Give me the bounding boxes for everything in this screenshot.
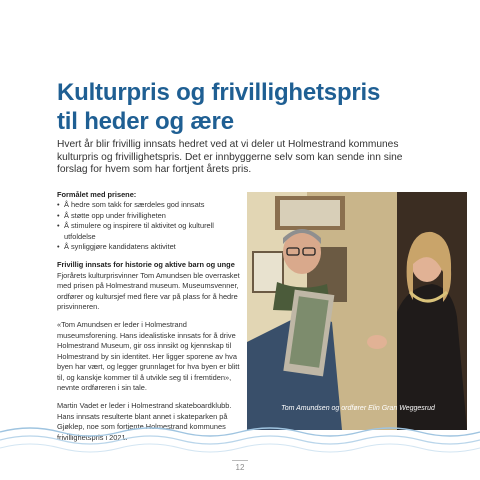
purpose-heading: Formålet med prisene: [57,190,137,199]
award-photo [247,192,467,430]
page-title-line-2: til heder og ære [57,108,234,135]
section-paragraph-2: «Tom Amundsen er leder i Holmestrand museumsforening. Hans idealistiske innsats for å drive Holmestrand Museum, gir oss innsikt og kjennskap til Holmestrand by sin identitet. Her ligger sporene av hva byen har vært, og legger grunnlaget for hva byen er blitt til, og kanskje kommer til å utvikle seg til i fremtiden», nevnte ordføreren i sin tale. [57,320,240,392]
page-number-rule [232,460,248,461]
purpose-item: • Å hedre som takk for særdeles god innsats [57,200,245,210]
section-paragraph-1: Fjorårets kulturprisvinner Tom Amundsen ble overrasket med prisen på Holmestrand museum. Museumsvenner, ordfører og kultursjef med flere var på plass for å hedre prisvinneren. [57,270,240,312]
section-heading: Frivillig innsats for historie og aktive barn og unge [57,260,235,270]
left-column [57,190,245,443]
page-number: 12 [235,463,245,472]
award-photo-illustration [247,192,467,430]
section-paragraph-3: Martin Vadet er leder i Holmestrand skateboardklubb. Hans innsats resulterte blant annet i skateparken på Gjøklep, noe som fortjente Holmestrand kommunes frivillighetspris i 2021. [57,401,232,442]
decorative-waves [0,418,480,458]
purpose-item: • Å synliggjøre kandidatens aktivitet [57,242,245,252]
purpose-item: • Å stimulere og inspirere til aktivitet og kulturell utfoldelse [57,221,245,242]
page-title-line-1: Kulturpris og frivillighetspris [57,79,381,106]
page-title [57,78,457,136]
intro-paragraph: Hvert år blir frivillig innsats hedret ved at vi deler ut Holmestrand kommunes kulturpris og frivillighetspris. Det er innbyggerne selv som kan sende inn sine forslag for hvem som har fortjent årets pris. [57,139,403,176]
purpose-list [57,200,245,252]
photo-caption: Tom Amundsen og ordfører Elin Gran Weggesrud [281,405,435,412]
purpose-item: • Å støtte opp under frivilligheten [57,211,245,221]
